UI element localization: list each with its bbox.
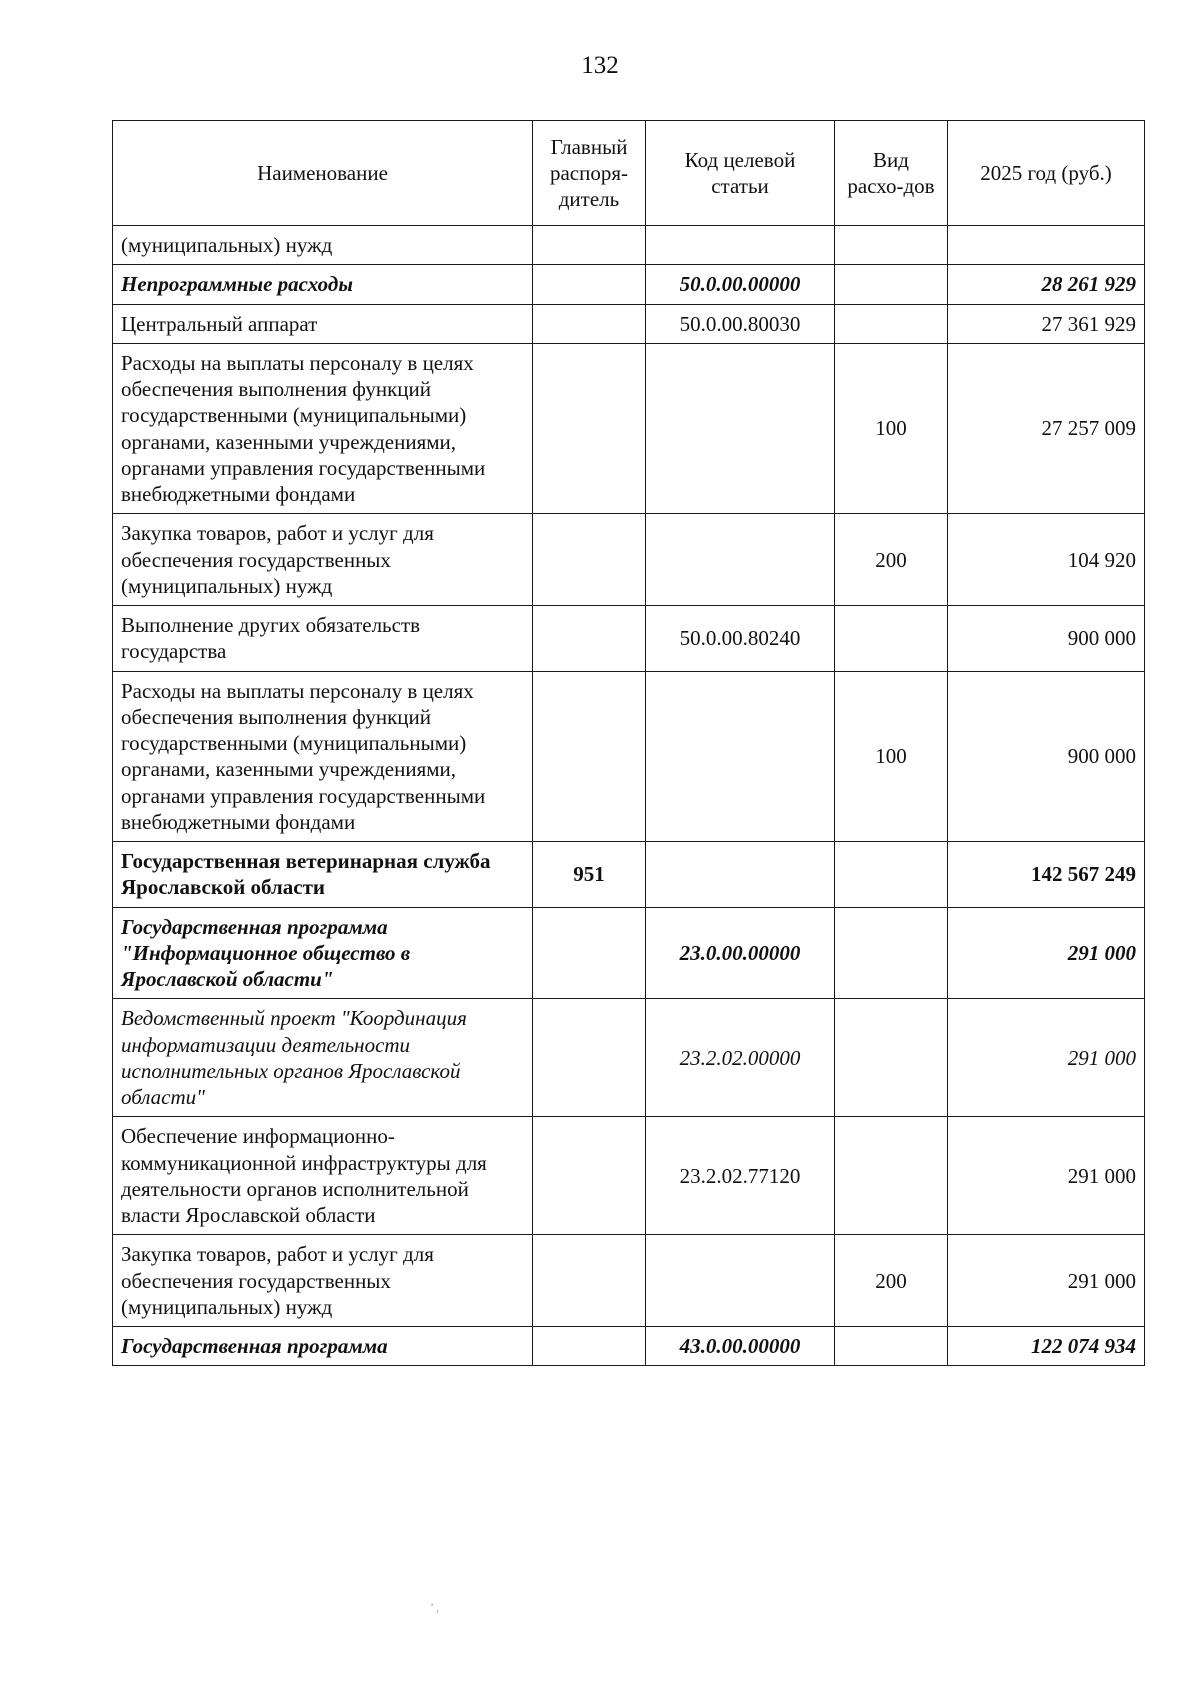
cell-type: 100 (835, 671, 948, 842)
table-header-row (113, 121, 1145, 226)
cell-sum: 900 000 (948, 606, 1145, 672)
table-row (113, 1117, 1145, 1235)
cell-type: 100 (835, 343, 948, 514)
cell-name: Обеспечение информационно-коммуникационной инфраструктуры для деятельности органов исполнительной власти Ярославской области (113, 1117, 533, 1235)
cell-code: 23.0.00.00000 (646, 907, 835, 999)
cell-main (533, 999, 646, 1117)
cell-name: (муниципальных) нужд (113, 226, 533, 265)
cell-sum: 104 920 (948, 514, 1145, 606)
cell-main (533, 1327, 646, 1366)
cell-type (835, 999, 948, 1117)
table-row (113, 1327, 1145, 1366)
cell-name: Расходы на выплаты персоналу в целях обеспечения выполнения функций государственными (муниципальными) органами, казенными учреждениями, органами управления государственными внебюджетными фондами (113, 343, 533, 514)
table-body (113, 226, 1145, 1366)
scan-artifact: ’ , (430, 1600, 440, 1614)
cell-name: Выполнение других обязательств государства (113, 606, 533, 672)
cell-code: 50.0.00.80240 (646, 606, 835, 672)
cell-type (835, 265, 948, 304)
cell-name: Расходы на выплаты персоналу в целях обеспечения выполнения функций государственными (муниципальными) органами, казенными учреждениями, органами управления государственными внебюджетными фондами (113, 671, 533, 842)
cell-code: 50.0.00.80030 (646, 304, 835, 343)
cell-main (533, 304, 646, 343)
cell-sum: 28 261 929 (948, 265, 1145, 304)
cell-main (533, 343, 646, 514)
cell-sum: 122 074 934 (948, 1327, 1145, 1366)
cell-code: 23.2.02.77120 (646, 1117, 835, 1235)
cell-code: 50.0.00.00000 (646, 265, 835, 304)
cell-sum (948, 226, 1145, 265)
header-name: Наименование (113, 121, 533, 226)
table-row (113, 265, 1145, 304)
table-row (113, 907, 1145, 999)
cell-type (835, 1327, 948, 1366)
cell-code: 23.2.02.00000 (646, 999, 835, 1117)
cell-main (533, 606, 646, 672)
cell-name: Закупка товаров, работ и услуг для обеспечения государственных (муниципальных) нужд (113, 1235, 533, 1327)
cell-type (835, 907, 948, 999)
cell-type (835, 606, 948, 672)
cell-code: 43.0.00.00000 (646, 1327, 835, 1366)
cell-sum: 291 000 (948, 1235, 1145, 1327)
cell-code (646, 842, 835, 908)
cell-name: Центральный аппарат (113, 304, 533, 343)
cell-sum: 27 257 009 (948, 343, 1145, 514)
cell-name: Государственная программа (113, 1327, 533, 1366)
cell-sum: 291 000 (948, 907, 1145, 999)
cell-sum: 142 567 249 (948, 842, 1145, 908)
table-row (113, 514, 1145, 606)
cell-type (835, 226, 948, 265)
header-year-2025: 2025 год (руб.) (948, 121, 1145, 226)
cell-type: 200 (835, 514, 948, 606)
cell-type (835, 842, 948, 908)
cell-sum: 27 361 929 (948, 304, 1145, 343)
cell-code (646, 514, 835, 606)
cell-main: 951 (533, 842, 646, 908)
table-row (113, 304, 1145, 343)
cell-name: Ведомственный проект "Координация информатизации деятельности исполнительных органов Ярославской области" (113, 999, 533, 1117)
table-row (113, 226, 1145, 265)
page-number: 132 (581, 52, 619, 79)
cell-code (646, 226, 835, 265)
cell-main (533, 1235, 646, 1327)
cell-sum: 291 000 (948, 999, 1145, 1117)
cell-name: Непрограммные расходы (113, 265, 533, 304)
cell-code (646, 343, 835, 514)
cell-type: 200 (835, 1235, 948, 1327)
cell-main (533, 265, 646, 304)
cell-main (533, 907, 646, 999)
cell-sum: 900 000 (948, 671, 1145, 842)
budget-table (112, 120, 1145, 1366)
cell-main (533, 514, 646, 606)
table-row (113, 606, 1145, 672)
table-row (113, 999, 1145, 1117)
cell-name: Государственная программа "Информационное общество в Ярославской области" (113, 907, 533, 999)
cell-main (533, 226, 646, 265)
table-row (113, 671, 1145, 842)
cell-main (533, 1117, 646, 1235)
cell-code (646, 671, 835, 842)
cell-main (533, 671, 646, 842)
cell-name: Государственная ветеринарная служба Ярославской области (113, 842, 533, 908)
cell-code (646, 1235, 835, 1327)
cell-type (835, 304, 948, 343)
table-row (113, 842, 1145, 908)
cell-type (835, 1117, 948, 1235)
header-main-manager: Главный распоря-дитель (533, 121, 646, 226)
table-row (113, 343, 1145, 514)
header-expense-type: Вид расхо-дов (835, 121, 948, 226)
cell-sum: 291 000 (948, 1117, 1145, 1235)
cell-name: Закупка товаров, работ и услуг для обеспечения государственных (муниципальных) нужд (113, 514, 533, 606)
header-target-code: Код целевой статьи (646, 121, 835, 226)
table-row (113, 1235, 1145, 1327)
